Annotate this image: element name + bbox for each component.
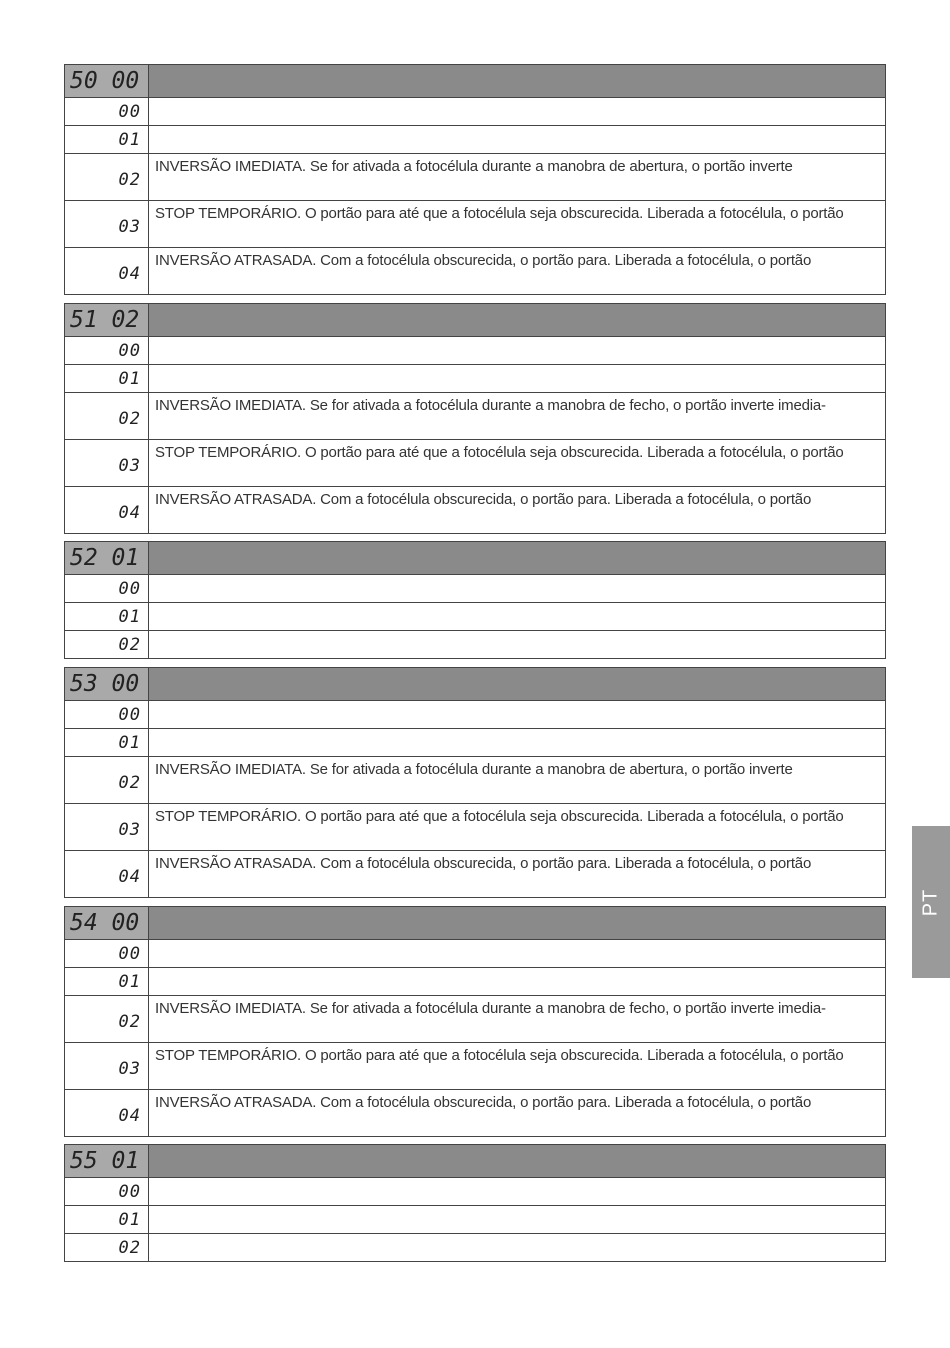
block-header [65, 542, 885, 574]
option-row [65, 630, 885, 658]
option-text: STOP TEMPORÁRIO. O portão para até que a fotocélula seja obscurecida. Liberada a fotocélula, o portão [155, 205, 844, 222]
option-row [65, 850, 885, 897]
option-code: 02 [65, 631, 149, 658]
option-row [65, 728, 885, 756]
option-code: 04 [65, 248, 149, 294]
option-text: INVERSÃO IMEDIATA. Se for ativada a fotocélula durante a manobra de fecho, o portão inverte imedia- [155, 1000, 826, 1017]
option-code: 01 [65, 1206, 149, 1233]
option-row [65, 153, 885, 200]
option-code: 00 [65, 940, 149, 967]
parameter-block-51 [64, 303, 886, 534]
block-header [65, 65, 885, 97]
option-row [65, 1205, 885, 1233]
option-row [65, 1042, 885, 1089]
option-row [65, 803, 885, 850]
option-code: 03 [65, 201, 149, 247]
option-row [65, 602, 885, 630]
option-row [65, 439, 885, 486]
option-code: 01 [65, 968, 149, 995]
option-text [149, 1206, 885, 1233]
option-text [149, 729, 885, 756]
option-row [65, 364, 885, 392]
option-code: 02 [65, 757, 149, 803]
option-code: 01 [65, 603, 149, 630]
option-code: 02 [65, 1234, 149, 1261]
option-text: STOP TEMPORÁRIO. O portão para até que a fotocélula seja obscurecida. Liberada a fotocélula, o portão [155, 808, 844, 825]
option-row [65, 1233, 885, 1261]
block-header [65, 668, 885, 700]
option-code: 00 [65, 701, 149, 728]
option-text: INVERSÃO ATRASADA. Com a fotocélula obscurecida, o portão para. Liberada a fotocélula, o portão [155, 1094, 812, 1111]
option-code: 00 [65, 337, 149, 364]
language-tab [912, 826, 950, 978]
option-code: 01 [65, 729, 149, 756]
option-code: 03 [65, 1043, 149, 1089]
option-text: INVERSÃO ATRASADA. Com a fotocélula obscurecida, o portão para. Liberada a fotocélula, o portão [155, 252, 812, 269]
parameter-block-54 [64, 906, 886, 1137]
option-code: 04 [65, 851, 149, 897]
option-row [65, 1089, 885, 1136]
option-row [65, 967, 885, 995]
option-code: 04 [65, 1090, 149, 1136]
option-row [65, 247, 885, 294]
option-row [65, 756, 885, 803]
option-code: 04 [65, 487, 149, 533]
option-row [65, 97, 885, 125]
option-row [65, 125, 885, 153]
option-row [65, 392, 885, 439]
block-code: 50 00 [65, 65, 149, 97]
option-text [149, 940, 885, 967]
option-row [65, 574, 885, 602]
block-code: 55 01 [65, 1145, 149, 1177]
option-text [149, 337, 885, 364]
option-row [65, 939, 885, 967]
option-text: INVERSÃO ATRASADA. Com a fotocélula obscurecida, o portão para. Liberada a fotocélula, o portão [155, 491, 812, 508]
parameter-block-53 [64, 667, 886, 898]
option-text: INVERSÃO IMEDIATA. Se for ativada a fotocélula durante a manobra de fecho, o portão inverte imedia- [155, 397, 826, 414]
option-text [149, 603, 885, 630]
option-row [65, 995, 885, 1042]
block-header [65, 907, 885, 939]
option-text [149, 968, 885, 995]
option-text [149, 126, 885, 153]
option-code: 02 [65, 154, 149, 200]
option-row [65, 200, 885, 247]
option-code: 03 [65, 804, 149, 850]
option-text: STOP TEMPORÁRIO. O portão para até que a fotocélula seja obscurecida. Liberada a fotocélula, o portão [155, 1047, 844, 1064]
option-code: 03 [65, 440, 149, 486]
option-row [65, 486, 885, 533]
option-code: 00 [65, 1178, 149, 1205]
option-text: STOP TEMPORÁRIO. O portão para até que a fotocélula seja obscurecida. Liberada a fotocélula, o portão [155, 444, 844, 461]
option-row [65, 700, 885, 728]
option-code: 00 [65, 575, 149, 602]
parameter-block-50 [64, 64, 886, 295]
option-text [149, 98, 885, 125]
option-text [149, 631, 885, 658]
option-code: 01 [65, 365, 149, 392]
option-row [65, 1177, 885, 1205]
block-code: 51 02 [65, 304, 149, 336]
block-code: 52 01 [65, 542, 149, 574]
option-text [149, 1178, 885, 1205]
parameter-block-55 [64, 1144, 886, 1262]
option-text [149, 1234, 885, 1261]
option-text: INVERSÃO IMEDIATA. Se for ativada a fotocélula durante a manobra de abertura, o portão inverte [155, 761, 793, 778]
option-code: 00 [65, 98, 149, 125]
option-code: 02 [65, 996, 149, 1042]
option-code: 02 [65, 393, 149, 439]
parameter-block-52 [64, 541, 886, 659]
option-text: INVERSÃO IMEDIATA. Se for ativada a fotocélula durante a manobra de abertura, o portão inverte [155, 158, 793, 175]
block-code: 53 00 [65, 668, 149, 700]
option-text: INVERSÃO ATRASADA. Com a fotocélula obscurecida, o portão para. Liberada a fotocélula, o portão [155, 855, 812, 872]
block-header [65, 1145, 885, 1177]
option-text [149, 701, 885, 728]
option-text [149, 575, 885, 602]
block-header [65, 304, 885, 336]
language-tab-label: PT [919, 888, 942, 916]
block-code: 54 00 [65, 907, 149, 939]
option-row [65, 336, 885, 364]
option-code: 01 [65, 126, 149, 153]
option-text [149, 365, 885, 392]
